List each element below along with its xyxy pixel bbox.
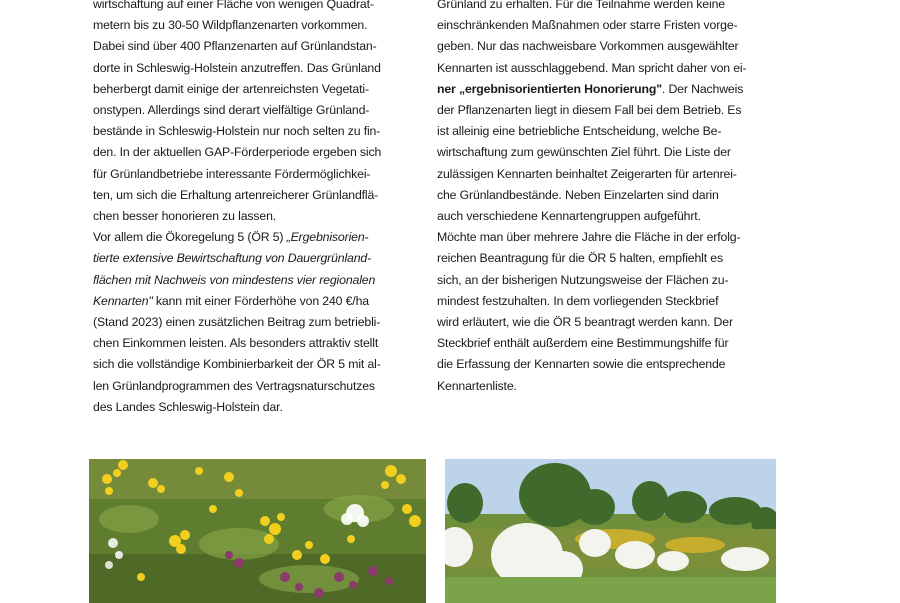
text-line: len Grünlandprogrammen des Vertragsnaturschutzes xyxy=(93,378,375,393)
text-line: geben. Nur das nachweisbare Vorkommen ausgewählter xyxy=(437,39,739,54)
meadow-illustration xyxy=(89,459,426,603)
hedgerow-landscape-photo xyxy=(445,459,776,603)
italic-title-line: flächen mit Nachweis von mindestens vier regionalen xyxy=(93,272,376,287)
text-line: für Grünlandbetriebe interessante Fördermöglichkei- xyxy=(93,166,371,181)
text-line: einschränkenden Maßnahmen oder starre Fristen vorge- xyxy=(437,18,738,33)
text-line: wirtschaftung zum gewünschten Ziel führt. Die Liste der xyxy=(437,145,731,160)
text-line xyxy=(93,227,438,248)
italic-title-line: tierte extensive Bewirtschaftung von Dauergrünland- xyxy=(93,251,372,266)
text-line xyxy=(93,291,438,312)
wildflower-meadow-photo xyxy=(89,459,426,603)
text-line: ten, um sich die Erhaltung artenreicherer Grünlandflä- xyxy=(93,187,379,202)
text-line: die Erfassung der Kennarten sowie die entsprechende xyxy=(437,357,726,372)
text-segment: Vor allem die Ökoregelung 5 (ÖR 5) xyxy=(93,230,287,245)
text-line: Dabei sind über 400 Pflanzenarten auf Grünlandstan- xyxy=(93,39,377,54)
text-line: bestände in Schleswig-Holstein nur noch selten zu fin- xyxy=(93,124,381,139)
text-line: ist alleinig eine betriebliche Entscheidung, welche Be- xyxy=(437,124,722,139)
text-line: metern bis zu 30-50 Wildpflanzenarten vorkommen. xyxy=(93,18,368,33)
text-line: der Pflanzenarten liegt in diesem Fall bei dem Betrieb. Es xyxy=(437,103,742,118)
text-line: reichen Beantragung für die ÖR 5 halten, empfiehlt es xyxy=(437,251,723,266)
text-line xyxy=(437,79,779,100)
text-line: onstypen. Allerdings sind derart vielfältige Grünland- xyxy=(93,103,370,118)
text-line: auch verschiedene Kennartengruppen aufgeführt. xyxy=(437,209,701,224)
bold-phrase: ner „ergebnisorientierten Honorierung" xyxy=(437,81,662,96)
text-segment: . Der Nachweis xyxy=(661,81,744,96)
text-line: chen besser honorieren zu lassen. xyxy=(93,209,277,224)
text-line: Grünland zu erhalten. Für die Teilnahme werden keine xyxy=(437,0,725,11)
text-line: Kennartenliste. xyxy=(437,378,517,393)
text-line: den. In der aktuellen GAP-Förderperiode ergeben sich xyxy=(93,145,382,160)
text-line: mindest festzuhalten. In dem vorliegenden Steckbrief xyxy=(437,293,719,308)
text-line: Möchte man über mehrere Jahre die Fläche in der erfolg- xyxy=(437,230,741,245)
text-line: chen Einkommen leisten. Als besonders attraktiv stellt xyxy=(93,336,379,351)
text-line: Kennarten ist ausschlaggebend. Man spricht daher von ei- xyxy=(437,60,747,75)
text-line: Steckbrief enthält außerdem eine Bestimmungshilfe für xyxy=(437,336,729,351)
text-line: zulässigen Kennarten beinhaltet Zeigerarten für artenrei- xyxy=(437,166,737,181)
text-line: sich, an der bisherigen Nutzungsweise der Flächen zu- xyxy=(437,272,729,287)
text-line: che Grünlandbestände. Neben Einzelarten sind darin xyxy=(437,187,719,202)
italic-title-segment: Kennarten" xyxy=(93,293,153,308)
left-text-column xyxy=(93,0,438,418)
text-segment: kann mit einer Förderhöhe von 240 €/ha xyxy=(152,293,369,308)
text-line: beherbergt damit einige der artenreichsten Vegetati- xyxy=(93,81,369,96)
text-line: des Landes Schleswig-Holstein dar. xyxy=(93,399,283,414)
text-line: (Stand 2023) einen zusätzlichen Beitrag zum betriebli- xyxy=(93,315,381,330)
text-line: dorte in Schleswig-Holstein anzutreffen. Das Grünland xyxy=(93,60,381,75)
text-line: wirtschaftung auf einer Fläche von wenigen Quadrat- xyxy=(93,0,374,11)
text-line: sich die vollständige Kombinierbarkeit der ÖR 5 mit al- xyxy=(93,357,381,372)
italic-title-segment: „Ergebnisorien- xyxy=(286,230,369,245)
text-line: wird erläutert, wie die ÖR 5 beantragt werden kann. Der xyxy=(437,315,733,330)
landscape-illustration xyxy=(445,459,776,603)
right-text-column xyxy=(437,0,779,397)
